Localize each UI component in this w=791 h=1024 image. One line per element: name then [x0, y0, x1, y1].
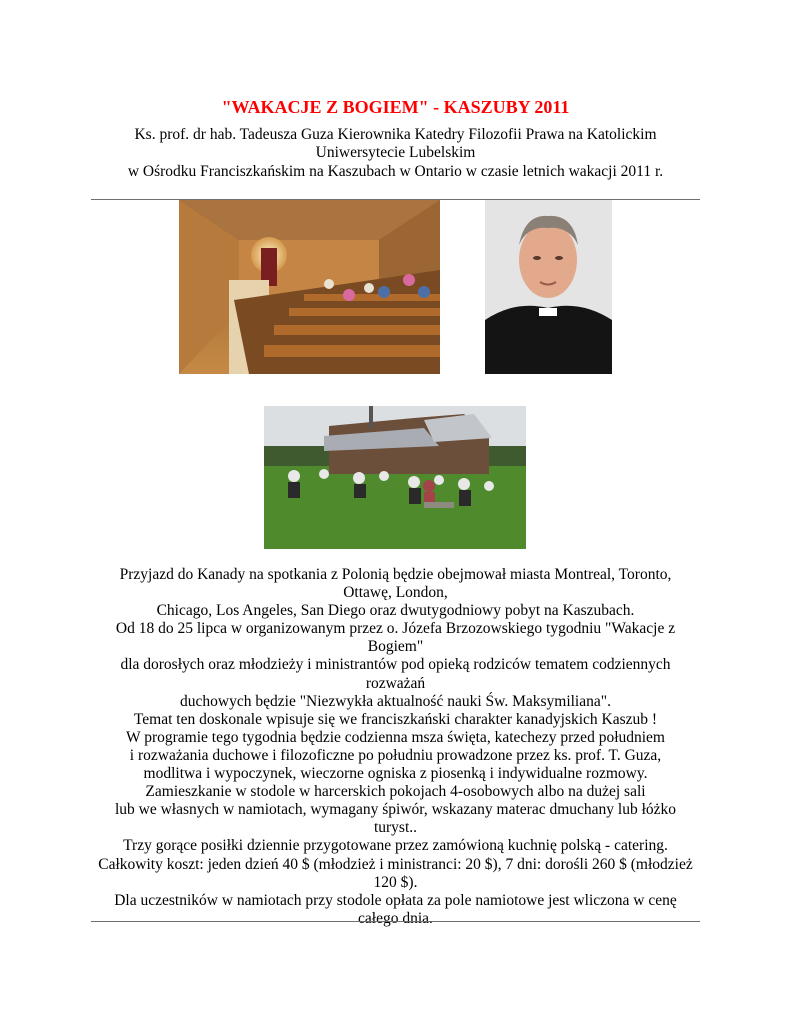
body-line: Temat ten doskonale wpisuje się we franciszkański charakter kanadyjskich Kaszub !	[133, 710, 658, 728]
body-line: lub we własnych w namiotach, wymagany śpiwór, wskazany materac dmuchany lub łóżko	[114, 801, 677, 819]
body-line: Chicago, Los Angeles, San Diego oraz dwutygodniowy pobyt na Kaszubach.	[156, 602, 635, 620]
body-line: Trzy gorące posiłki dziennie przygotowane przez zamówioną kuchnię polską - catering.	[123, 837, 668, 855]
body-line: modlitwa i wypoczynek, wieczorne ogniska z piosenką i indywidualne rozmowy.	[143, 765, 648, 783]
body-line: rozważań	[365, 674, 426, 692]
body-line: Przyjazd do Kanady na spotkania z Polonią będzie obejmował miasta Montreal, Toronto,	[119, 566, 672, 583]
program-description	[90, 566, 701, 928]
body-line: dla dorosłych oraz młodzieży i ministrantów pod opieką rodziców tematem codziennych	[120, 656, 671, 674]
body-line: Ottawę, London,	[343, 584, 448, 602]
body-line: Całkowity koszt: jeden dzień 40 $ (młodzież i ministranci: 20 $), 7 dni: dorośli 260 $ (młodzież	[98, 855, 693, 873]
body-line: 120 $).	[373, 873, 418, 891]
body-line: całego dnia.	[358, 909, 433, 927]
university-line: Uniwersytecie Lubelskim	[315, 144, 476, 161]
body-line: i rozważania duchowe i filozoficzne po południu prowadzone przez ks. prof. T. Guza,	[129, 746, 662, 764]
chapel-interior-photo	[179, 200, 440, 374]
venue-line: w Ośrodku Franciszkańskim na Kaszubach w Ontario w czasie letnich wakacji 2011 r.	[127, 163, 664, 180]
page-title: "WAKACJE Z BOGIEM" - KASZUBY 2011	[221, 97, 570, 117]
body-line: duchowych będzie "Niezwykła aktualność nauki Św. Maksymiliana".	[180, 692, 611, 710]
body-line: Bogiem"	[367, 638, 424, 656]
body-line: Od 18 do 25 lipca w organizowanym przez o. Józefa Brzozowskiego tygodniu "Wakacje z	[115, 620, 676, 638]
bottom-divider	[91, 921, 700, 922]
body-line: Dla uczestników w namiotach przy stodole opłata za pole namiotowe jest wliczona w cenę	[114, 891, 677, 909]
body-line: W programie tego tygodnia będzie codzienna msza święta, katechezy przed południem	[126, 728, 665, 746]
priest-portrait-photo	[485, 200, 612, 374]
author-line: Ks. prof. dr hab. Tadeusza Guza Kierownika Katedry Filozofii Prawa na Katolickim	[134, 126, 657, 143]
body-line: turyst..	[373, 819, 418, 837]
campfire-barn-photo	[264, 406, 526, 549]
body-line: Zamieszkanie w stodole w harcerskich pokojach 4-osobowych albo na dużej sali	[145, 783, 646, 801]
